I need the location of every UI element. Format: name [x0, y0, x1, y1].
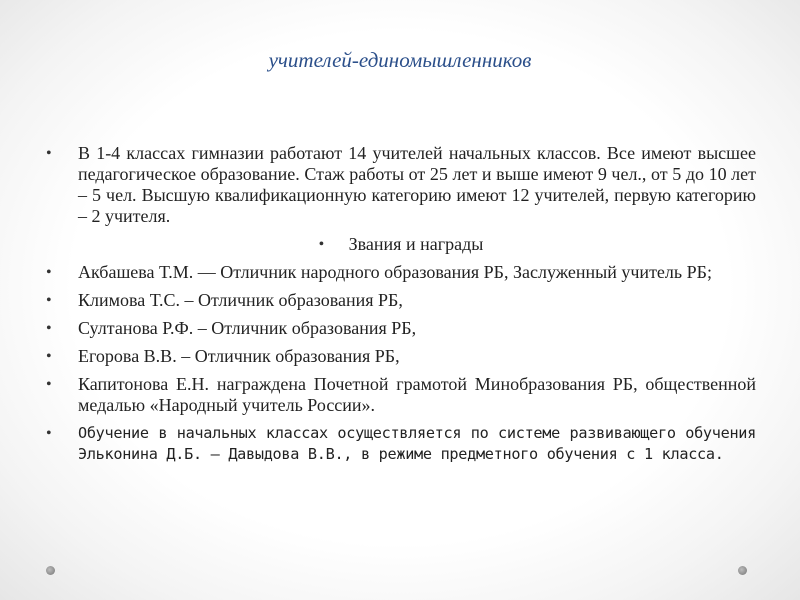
list-item-text: Акбашева Т.М. — Отличник народного образования РБ, Заслуженный учитель РБ; [78, 262, 712, 282]
list-item-kapitonova [46, 374, 756, 416]
bullet-icon: • [318, 236, 325, 253]
list-item-education-system [46, 423, 756, 465]
bullet-icon: • [46, 425, 52, 442]
bullet-icon: • [46, 376, 52, 393]
list-item-text: Егорова В.В. – Отличник образования РБ, [78, 346, 400, 366]
list-item-text: В 1-4 классах гимназии работают 14 учителей начальных классов. Все имеют высшее педагогическое образование. Стаж работы от 25 лет и выше имеют 9 чел., от 5 до 10 лет – 5 чел. Высшую квалификационную категорию имеют 12 учителей, первую категорию – 2 учителя. [78, 143, 756, 226]
corner-dot-icon [46, 566, 55, 575]
list-item-text: Обучение в начальных классах осуществляется по системе развивающего обучения Эльконина Д.Б. – Давыдова В.В., в режиме предметного обучения с 1 класса. [78, 424, 756, 463]
list-item-klimova [46, 290, 756, 311]
list-item-text: Звания и награды [348, 234, 484, 254]
list-item-sultanova [46, 318, 756, 339]
list-item-text: Капитонова Е.Н. награждена Почетной грамотой Минобразования РБ, общественной медалью «Народный учитель России». [78, 374, 756, 415]
slide-content [46, 143, 756, 472]
list-item-akbasheva [46, 262, 756, 283]
list-item-teachers-info [46, 143, 756, 227]
slide-title: учителей-единомышленников [268, 48, 532, 72]
bullet-icon: • [46, 292, 52, 309]
bullet-icon: • [46, 264, 52, 281]
list-item-egorova [46, 346, 756, 367]
list-item-text: Климова Т.С. – Отличник образования РБ, [78, 290, 403, 310]
list-item-awards-heading [46, 234, 756, 255]
bullet-icon: • [46, 348, 52, 365]
corner-dot-icon [738, 566, 747, 575]
bullet-icon: • [46, 320, 52, 337]
list-item-text: Султанова Р.Ф. – Отличник образования РБ, [78, 318, 417, 338]
bullet-icon: • [46, 145, 52, 162]
